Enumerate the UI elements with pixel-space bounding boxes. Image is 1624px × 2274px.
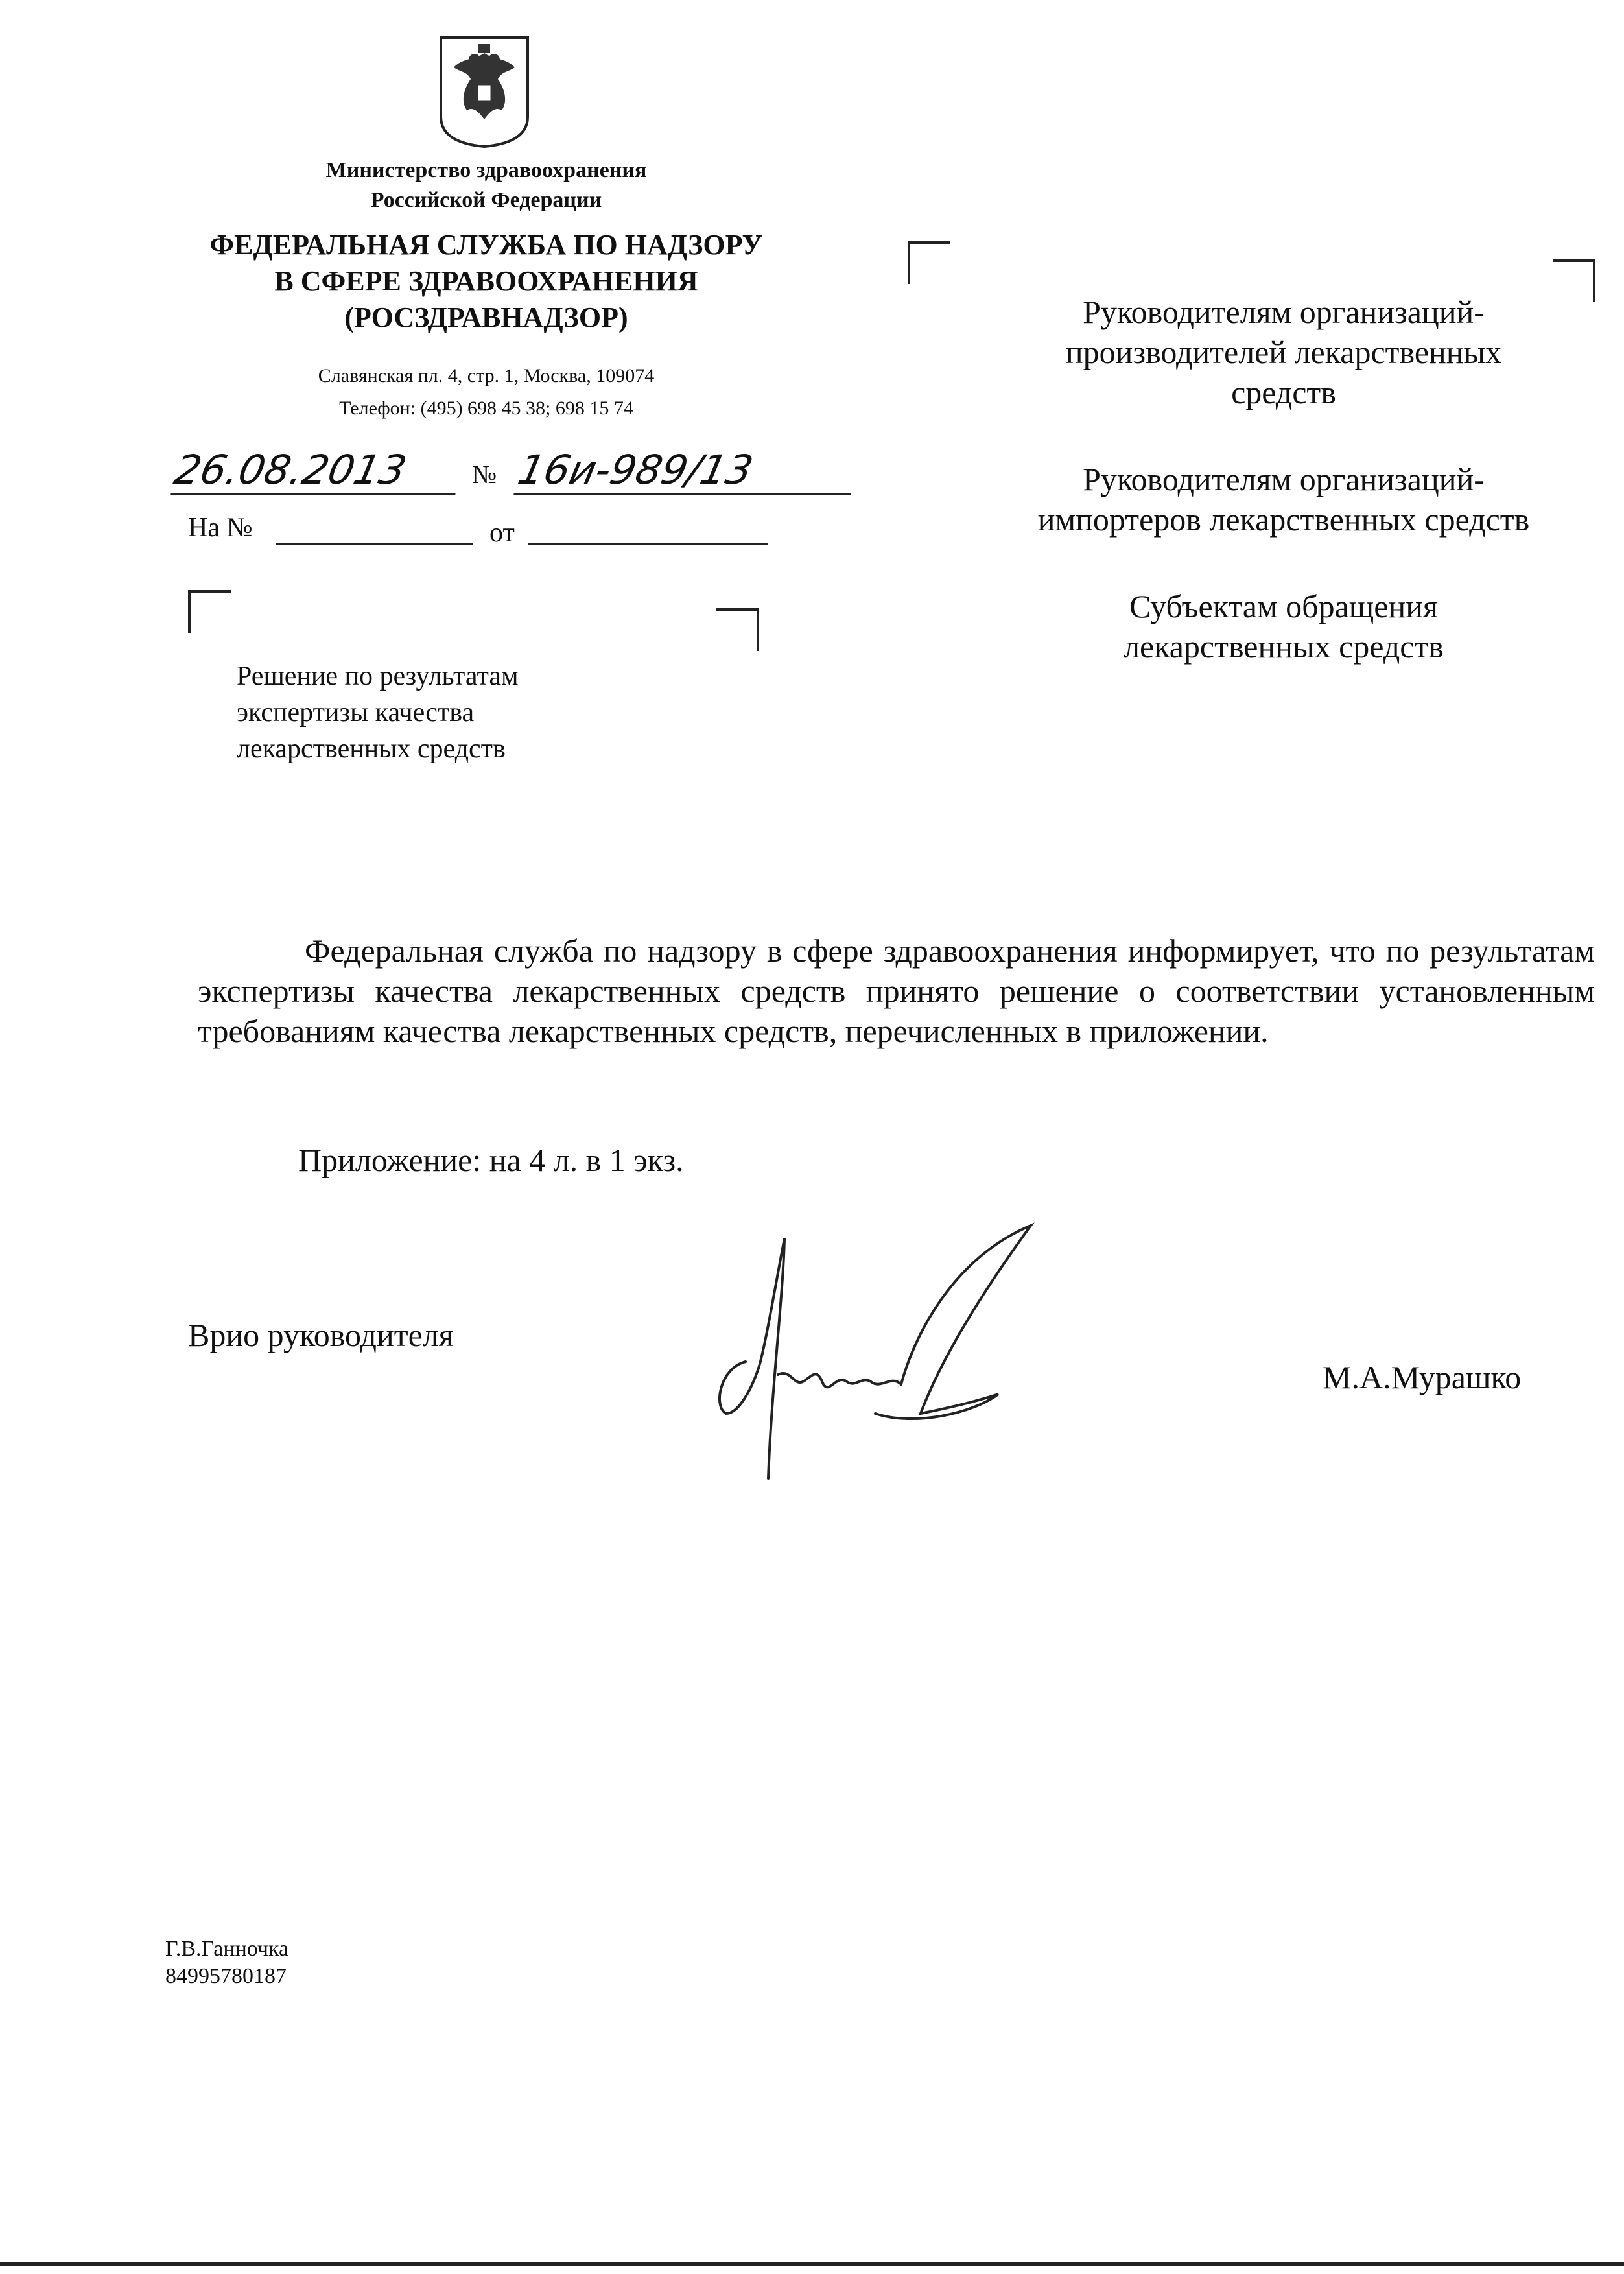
executor-block	[165, 1936, 288, 1990]
addressee-line: Субъектам обращения	[1129, 588, 1438, 624]
addressee-line: лекарственных средств	[1124, 628, 1444, 665]
scan-edge-line	[0, 2262, 1624, 2266]
addressee-line: Руководителям организаций-	[1083, 294, 1485, 330]
addressee-subjects	[959, 586, 1608, 667]
addressee-manufacturers	[959, 292, 1608, 412]
signatory-title: Врио руководителя	[188, 1317, 454, 1353]
service-line-1: ФЕДЕРАЛЬНАЯ СЛУЖБА ПО НАДЗОРУ	[209, 229, 763, 261]
reference-number-label: На №	[188, 513, 253, 543]
addressee-line: импортеров лекарственных средств	[1037, 501, 1530, 538]
subject-block	[237, 658, 690, 767]
registration-row	[170, 446, 862, 499]
service-name	[130, 227, 843, 336]
registration-number: 16и-989/13	[513, 447, 861, 495]
addressee-block	[959, 292, 1608, 713]
registration-date: 26.08.2013	[170, 447, 465, 495]
addressee-line: средств	[1231, 374, 1336, 410]
executor-phone: 84995780187	[165, 1964, 287, 1988]
handwritten-signature	[707, 1219, 1044, 1504]
ministry-line-2: Российской Федерации	[370, 188, 602, 212]
phone-line: Телефон: (495) 698 45 38; 698 15 74	[339, 397, 633, 419]
subject-line-2: экспертизы качества	[237, 698, 475, 728]
addressee-corner-top-left	[908, 241, 950, 284]
addressee-importers	[959, 459, 1608, 539]
subject-corner-top-left	[188, 590, 231, 633]
reference-date-blank	[528, 543, 768, 545]
attachment-note: Приложение: на 4 л. в 1 экз.	[298, 1142, 684, 1178]
body-paragraph: Федеральная служба по надзору в сфере здравоохранения информирует, что по результатам экспертизы качества лекарственных средств принято решение о соответствии установленным требованиям качества лекарственных средств, перечисленных в приложении.	[198, 932, 1595, 1049]
ministry-line-1: Министерство здравоохранения	[325, 158, 647, 182]
subject-line-3: лекарственных средств	[237, 734, 506, 764]
signatory-name: М.А.Мурашко	[1323, 1359, 1522, 1395]
reference-number-blank	[276, 543, 473, 545]
service-line-2: В СФЕРЕ ЗДРАВООХРАНЕНИЯ	[274, 265, 698, 297]
subject-line-1: Решение по результатам	[237, 661, 519, 691]
executor-name: Г.В.Ганночка	[165, 1937, 289, 1961]
reference-date-label: от	[489, 518, 515, 548]
coat-of-arms-emblem	[436, 34, 533, 149]
address-block	[194, 360, 778, 425]
subject-corner-top-right	[716, 608, 759, 651]
addressee-line: Руководителям организаций-	[1083, 461, 1485, 497]
reference-row	[188, 512, 882, 551]
service-line-3: (РОСЗДРАВНАДЗОР)	[344, 302, 628, 333]
registration-number-label: №	[472, 460, 497, 489]
address-line: Славянская пл. 4, стр. 1, Москва, 109074	[318, 365, 655, 386]
ministry-name	[194, 156, 778, 215]
addressee-line: производителей лекарственных	[1065, 334, 1502, 370]
